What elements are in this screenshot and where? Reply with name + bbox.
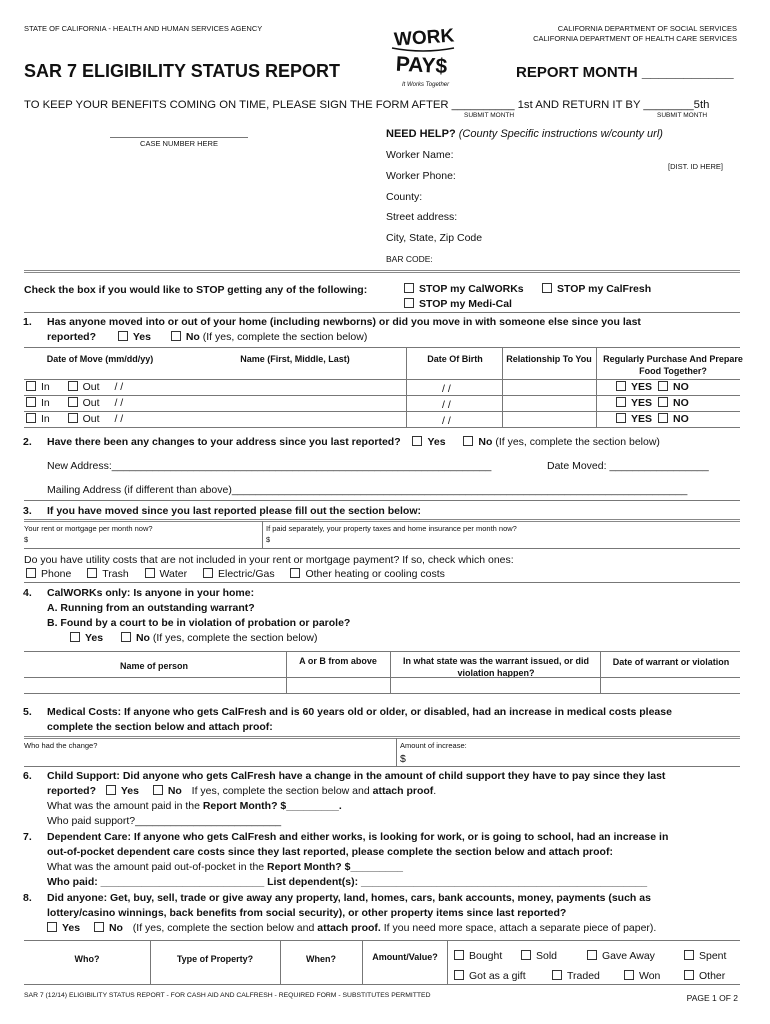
q3-rent-label: Your rent or mortgage per month now? <box>24 524 153 533</box>
q1-text: Has anyone moved into or out of your home (including newborns) or did you move in with someone else since you last <box>47 316 641 328</box>
q1-row1-out-checkbox[interactable] <box>68 381 78 391</box>
q3-taxes-dollar[interactable]: $ <box>266 535 271 544</box>
q1-yes-checkbox[interactable] <box>118 331 128 341</box>
q1-row1-dob: / / <box>442 383 451 395</box>
q1-row1-move: In Out / / <box>26 381 123 393</box>
q8-header-who: Who? <box>74 954 100 964</box>
q4-header-state: In what state was the warrant issued, or did violation happen? <box>402 656 590 678</box>
worker-phone: Worker Phone: <box>386 170 456 182</box>
svg-text:PAY$: PAY$ <box>395 52 448 79</box>
agency-right-2: CALIFORNIA DEPARTMENT OF HEALTH CARE SERVICES <box>533 34 737 43</box>
q2-mailing-address[interactable]: Mailing Address (if different than above)______________________________________________________________________________ <box>47 484 688 496</box>
q1-row3-dob: / / <box>442 415 451 427</box>
q1-row2-out-checkbox[interactable] <box>68 397 78 407</box>
q4-no-checkbox[interactable] <box>121 632 131 642</box>
q8-header-when: When? <box>306 954 336 964</box>
q3-water-checkbox[interactable] <box>145 568 155 578</box>
q6-number: 6. <box>23 770 32 782</box>
q1-no-checkbox[interactable] <box>171 331 181 341</box>
q1-answer: reported? Yes No (If yes, complete the section below) <box>47 331 368 343</box>
q7-amount: What was the amount paid out-of-pocket in the Report Month? $_________ <box>47 861 404 873</box>
q8-text-2: lottery/casino winnings, back benefits from social security), or other property items since last reported? <box>47 907 567 919</box>
q8-opt-gave-away[interactable]: Gave Away <box>587 950 655 962</box>
q3-phone-checkbox[interactable] <box>26 568 36 578</box>
q8-no-checkbox[interactable] <box>94 922 104 932</box>
q5-number: 5. <box>23 706 32 718</box>
worker-name: Worker Name: <box>386 149 454 161</box>
q6-text-1: Child Support: Did anyone who gets CalFresh have a change in the amount of child support they have to pay since they last <box>47 770 666 782</box>
q5-amount-label: Amount of increase: <box>400 741 467 750</box>
q3-text: If you have moved since you last reported please fill out the section below: <box>47 505 422 517</box>
q1-row1-yes-checkbox[interactable] <box>616 381 626 391</box>
q4-number: 4. <box>23 587 32 599</box>
q6-no-checkbox[interactable] <box>153 785 163 795</box>
q5-text-1: Medical Costs: If anyone who gets CalFresh and is 60 years old or older, or disabled, had an increase in medical costs please <box>47 706 672 718</box>
q1-row2-yes-checkbox[interactable] <box>616 397 626 407</box>
q8-won-checkbox[interactable] <box>624 970 634 980</box>
q8-yes-checkbox[interactable] <box>47 922 57 932</box>
q2-number: 2. <box>23 436 32 448</box>
q3-rent-dollar[interactable]: $ <box>24 535 29 544</box>
county: County: <box>386 191 423 203</box>
q1-row2-move: In Out / / <box>26 397 123 409</box>
q6-yes-checkbox[interactable] <box>106 785 116 795</box>
city-state-zip: City, State, Zip Code <box>386 232 483 244</box>
q3-utility-question: Do you have utility costs that are not included in your rent or mortgage payment? If so, check which ones: <box>24 554 514 566</box>
stop-calworks-checkbox[interactable] <box>404 283 414 293</box>
stop-prompt: Check the box if you would like to STOP getting any of the following: <box>24 284 368 296</box>
svg-text:It Works Together: It Works Together <box>402 82 450 88</box>
q4-header-name: Name of person <box>119 661 188 671</box>
q8-bought-checkbox[interactable] <box>454 950 464 960</box>
q7-who-paid[interactable]: Who paid: ____________________________ List dependent(s): _________________________________________________ <box>47 876 648 888</box>
stop-calfresh[interactable]: STOP my CalFresh <box>542 283 651 295</box>
agency-left: STATE OF CALIFORNIA - HEALTH AND HUMAN SERVICES AGENCY <box>24 24 263 33</box>
q5-who-label: Who had the change? <box>24 741 98 750</box>
q1-number: 1. <box>23 316 32 328</box>
q4-header-a-or-b: A or B from above <box>299 656 377 666</box>
q8-gave-away-checkbox[interactable] <box>587 950 597 960</box>
submit-month-label-1: SUBMIT MONTH <box>464 112 515 119</box>
q8-header-type: Type of Property? <box>176 954 254 964</box>
q8-header-amount: Amount/Value? <box>372 952 438 962</box>
q8-sold-checkbox[interactable] <box>521 950 531 960</box>
q3-other-heating-checkbox[interactable] <box>290 568 300 578</box>
q4-text: CalWORKs only: Is anyone in your home: <box>47 587 255 599</box>
q6-amount: What was the amount paid in the Report Month? $_________. <box>47 800 342 812</box>
q4-header-date: Date of warrant or violation <box>612 657 730 667</box>
q4-answer: Yes No (If yes, complete the section below) <box>70 632 317 644</box>
need-help: NEED HELP? (County Specific instructions w/county url) <box>386 128 663 140</box>
q2-new-address[interactable]: New Address:_________________________________________________________________ <box>47 460 492 472</box>
q2-question: Have there been any changes to your address since you last reported? Yes No (If yes, complete the section below) <box>47 436 660 448</box>
q8-gift-checkbox[interactable] <box>454 970 464 980</box>
q6-who-paid[interactable]: Who paid support?_________________________ <box>47 815 282 827</box>
q3-electric-gas-checkbox[interactable] <box>203 568 213 578</box>
dist-id: [DIST. ID HERE] <box>668 162 724 171</box>
instruction-line: TO KEEP YOUR BENEFITS COMING ON TIME, PLEASE SIGN THE FORM AFTER __________ 1st AND RETURN IT BY ________5th <box>24 99 710 111</box>
q1-header-relationship: Relationship To You <box>506 354 592 364</box>
agency-right-1: CALIFORNIA DEPARTMENT OF SOCIAL SERVICES <box>557 24 737 33</box>
q4-option-b: B. Found by a court to be in violation of probation or parole? <box>47 617 351 629</box>
q7-text-2: out-of-pocket dependent care costs since they last reported, please complete the section below and attach proof: <box>47 846 613 858</box>
q8-opt-bought[interactable]: Bought <box>454 950 502 962</box>
svg-text:WORK: WORK <box>393 25 455 51</box>
stop-calfresh-checkbox[interactable] <box>542 283 552 293</box>
q4-yes-checkbox[interactable] <box>70 632 80 642</box>
q3-number: 3. <box>23 505 32 517</box>
q8-answer: Yes No (If yes, complete the section below and attach proof. If you need more space, attach a separate piece of paper). <box>47 922 656 934</box>
q1-row2-in-checkbox[interactable] <box>26 397 36 407</box>
form-title: SAR 7 ELIGIBILITY STATUS REPORT <box>24 61 341 81</box>
submit-month-label-2: SUBMIT MONTH <box>657 112 708 119</box>
footer-page-number: PAGE 1 OF 2 <box>686 993 738 1003</box>
footer-form-id: SAR 7 (12/14) ELIGIBILITY STATUS REPORT - FOR CASH AID AND CALFRESH - REQUIRED FORM - SUBSTITUTES PERMITTED <box>24 992 431 999</box>
q3-trash-checkbox[interactable] <box>87 568 97 578</box>
case-number: CASE NUMBER HERE <box>140 139 218 148</box>
q2-no-checkbox[interactable] <box>463 436 473 446</box>
q8-opt-gift[interactable]: Got as a gift <box>454 970 526 982</box>
q8-opt-traded[interactable]: Traded <box>552 970 600 982</box>
q1-row1-no-checkbox[interactable] <box>658 381 668 391</box>
q2-yes-checkbox[interactable] <box>412 436 422 446</box>
q3-taxes-label: If paid separately, your property taxes and home insurance per month now? <box>266 524 517 533</box>
stop-medical-checkbox[interactable] <box>404 298 414 308</box>
q1-row3-no-checkbox[interactable] <box>658 413 668 423</box>
q1-row3-food: YES NO <box>616 413 689 425</box>
q7-text-1: Dependent Care: If anyone who gets CalFresh and either works, is looking for work, or is going to school, had an increase in <box>47 831 669 843</box>
work-pays-logo <box>388 22 458 92</box>
street-address: Street address: <box>386 211 458 223</box>
q1-row3-in-checkbox[interactable] <box>26 413 36 423</box>
q1-header-dob: Date Of Birth <box>427 354 483 364</box>
q8-traded-checkbox[interactable] <box>552 970 562 980</box>
q1-row2-no-checkbox[interactable] <box>658 397 668 407</box>
stop-medical[interactable]: STOP my Medi-Cal <box>404 298 512 310</box>
q1-header-name: Name (First, Middle, Last) <box>240 354 350 364</box>
q7-number: 7. <box>23 831 32 843</box>
q8-text-1: Did anyone: Get, buy, sell, trade or give away any property, land, homes, cars, bank accounts, money, payments (such as <box>47 892 651 904</box>
q1-header-food: Regularly Purchase And Prepare Food Together? <box>603 354 743 376</box>
q8-opt-sold[interactable]: Sold <box>521 950 557 962</box>
q8-opt-other[interactable]: Other <box>684 970 725 982</box>
q4-option-a: A. Running from an outstanding warrant? <box>47 602 255 614</box>
q8-opt-won[interactable]: Won <box>624 970 660 982</box>
q6-answer: reported? Yes No If yes, complete the section below and attach proof. <box>47 785 437 797</box>
q1-row3-out-checkbox[interactable] <box>68 413 78 423</box>
q1-row1-in-checkbox[interactable] <box>26 381 36 391</box>
q1-header-date-of-move: Date of Move (mm/dd/yy) <box>46 354 154 364</box>
q8-spent-checkbox[interactable] <box>684 950 694 960</box>
q8-number: 8. <box>23 892 32 904</box>
q1-row2-food: YES NO <box>616 397 689 409</box>
q1-row3-yes-checkbox[interactable] <box>616 413 626 423</box>
q1-row1-food: YES NO <box>616 381 689 393</box>
q8-other-checkbox[interactable] <box>684 970 694 980</box>
bar-code: BAR CODE: <box>386 254 433 264</box>
report-month[interactable]: REPORT MONTH ___________ <box>516 64 734 81</box>
q8-opt-spent[interactable]: Spent <box>684 950 726 962</box>
stop-calworks[interactable]: STOP my CalWORKs <box>404 283 524 295</box>
q5-text-2: complete the section below and attach proof: <box>47 721 273 733</box>
q5-amount-dollar[interactable]: $ <box>400 753 406 765</box>
q3-utility-options: Phone Trash Water Electric/Gas Other heating or cooling costs <box>26 568 445 580</box>
q1-row3-move: In Out / / <box>26 413 123 425</box>
q2-date-moved[interactable]: Date Moved: _________________ <box>547 460 709 472</box>
q1-row2-dob: / / <box>442 399 451 411</box>
